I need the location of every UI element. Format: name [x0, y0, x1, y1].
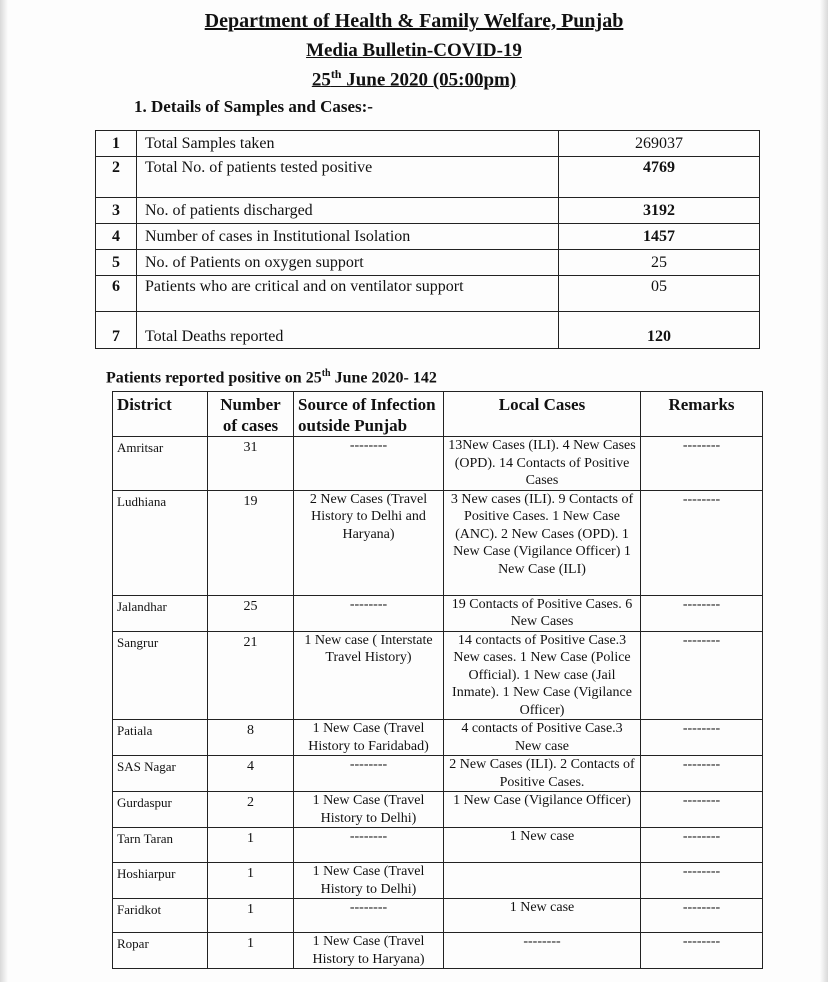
positive-title-sup: th [321, 368, 331, 379]
table-row [113, 437, 763, 491]
case-count: 8 [208, 720, 294, 756]
row-number: 4 [96, 224, 137, 250]
source-outside: 1 New Case (Travel History to Delhi) [294, 863, 444, 899]
local-cases: 4 contacts of Positive Case.3 New case [444, 720, 641, 756]
row-value: 05 [559, 276, 760, 312]
table-row [96, 312, 760, 349]
case-count: 2 [208, 792, 294, 828]
header-local: Local Cases [444, 392, 641, 437]
row-value: 1457 [559, 224, 760, 250]
district-name: Ludhiana [113, 490, 208, 595]
district-cases-table [112, 391, 763, 969]
table-row [113, 756, 763, 792]
table-row [113, 792, 763, 828]
row-number: 7 [96, 312, 137, 349]
bulletin-date [0, 67, 828, 91]
case-count: 21 [208, 631, 294, 720]
page-edge-shadow-left [0, 0, 8, 982]
case-count: 31 [208, 437, 294, 491]
source-outside: -------- [294, 756, 444, 792]
remarks: -------- [641, 490, 763, 595]
table-row [113, 899, 763, 933]
table-row [113, 828, 763, 863]
district-name: Gurdaspur [113, 792, 208, 828]
row-number: 6 [96, 276, 137, 312]
row-value: 120 [559, 312, 760, 349]
source-outside: 1 New Case (Travel History to Faridabad) [294, 720, 444, 756]
row-label: Number of cases in Institutional Isolation [137, 224, 559, 250]
source-outside: 1 New case ( Interstate Travel History) [294, 631, 444, 720]
table-row [96, 131, 760, 157]
remarks: -------- [641, 437, 763, 491]
case-count: 1 [208, 863, 294, 899]
local-cases [444, 863, 641, 899]
local-cases: 1 New case [444, 828, 641, 863]
table-row [113, 595, 763, 631]
row-value: 4769 [559, 157, 760, 198]
section-samples-title: 1. Details of Samples and Cases:- [134, 97, 373, 116]
district-name: Tarn Taran [113, 828, 208, 863]
local-cases: 2 New Cases (ILI). 2 Contacts of Positive Cases. [444, 756, 641, 792]
district-name: Sangrur [113, 631, 208, 720]
table-row [113, 490, 763, 595]
row-number: 5 [96, 250, 137, 276]
table-row [96, 250, 760, 276]
row-value: 269037 [559, 131, 760, 157]
positive-title-post: June 2020- 142 [330, 369, 437, 387]
case-count: 19 [208, 490, 294, 595]
remarks: -------- [641, 631, 763, 720]
source-outside: 1 New Case (Travel History to Delhi) [294, 792, 444, 828]
date-rest: June 2020 (05:00pm) [341, 69, 517, 91]
source-outside: 1 New Case (Travel History to Haryana) [294, 933, 444, 969]
table-row [113, 631, 763, 720]
row-label: Total Deaths reported [137, 312, 559, 349]
case-count: 1 [208, 899, 294, 933]
samples-cases-table [95, 130, 760, 349]
local-cases: -------- [444, 933, 641, 969]
bulletin-title: Media Bulletin-COVID-19 [306, 40, 522, 61]
positive-title-pre: Patients reported positive on 25 [106, 369, 322, 387]
table-row [96, 276, 760, 312]
remarks: -------- [641, 863, 763, 899]
date-suffix: th [330, 67, 342, 81]
table-row [113, 863, 763, 899]
source-outside: 2 New Cases (Travel History to Delhi and Haryana) [294, 490, 444, 595]
case-count: 1 [208, 828, 294, 863]
district-name: Amritsar [113, 437, 208, 491]
page-edge-shadow-right [820, 0, 828, 982]
row-label: Total Samples taken [137, 131, 559, 157]
district-name: Ropar [113, 933, 208, 969]
case-count: 1 [208, 933, 294, 969]
case-count: 4 [208, 756, 294, 792]
table-row [113, 720, 763, 756]
district-name: Patiala [113, 720, 208, 756]
row-label: No. of Patients on oxygen support [137, 250, 559, 276]
district-name: SAS Nagar [113, 756, 208, 792]
local-cases: 3 New cases (ILI). 9 Contacts of Positive Cases. 1 New Case (ANC). 2 New Cases (OPD). 1 New Case (Vigilance Officer) 1 New Case (ILI) [444, 490, 641, 595]
remarks: -------- [641, 756, 763, 792]
row-label: Patients who are critical and on ventilator support [137, 276, 559, 312]
row-label: No. of patients discharged [137, 198, 559, 224]
remarks: -------- [641, 792, 763, 828]
header-remarks: Remarks [641, 392, 763, 437]
table-row [96, 157, 760, 198]
local-cases: 14 contacts of Positive Case.3 New cases. 1 New Case (Police Official). 1 New case (Jail Inmate). 1 New Case (Vigilance Officer) [444, 631, 641, 720]
local-cases: 19 Contacts of Positive Cases. 6 New Cases [444, 595, 641, 631]
table-row [96, 224, 760, 250]
department-title: Department of Health & Family Welfare, Punjab [204, 10, 624, 32]
district-name: Faridkot [113, 899, 208, 933]
header-district: District [113, 392, 208, 437]
remarks: -------- [641, 933, 763, 969]
local-cases: 1 New case [444, 899, 641, 933]
positive-cases-title [106, 368, 437, 387]
local-cases: 13New Cases (ILI). 4 New Cases (OPD). 14 Contacts of Positive Cases [444, 437, 641, 491]
row-label: Total No. of patients tested positive [137, 157, 559, 198]
remarks: -------- [641, 899, 763, 933]
remarks: -------- [641, 720, 763, 756]
row-number: 3 [96, 198, 137, 224]
header-number: Number of cases [208, 392, 294, 437]
source-outside: -------- [294, 437, 444, 491]
source-outside: -------- [294, 828, 444, 863]
date-day: 25 [311, 69, 331, 91]
district-name: Jalandhar [113, 595, 208, 631]
table-row [96, 198, 760, 224]
case-count: 25 [208, 595, 294, 631]
row-value: 25 [559, 250, 760, 276]
table-header-row [113, 392, 763, 437]
local-cases: 1 New Case (Vigilance Officer) [444, 792, 641, 828]
row-value: 3192 [559, 198, 760, 224]
row-number: 1 [96, 131, 137, 157]
source-outside: -------- [294, 595, 444, 631]
remarks: -------- [641, 828, 763, 863]
remarks: -------- [641, 595, 763, 631]
row-number: 2 [96, 157, 137, 198]
table-row [113, 933, 763, 969]
header-source: Source of Infection outside Punjab [294, 392, 444, 437]
source-outside: -------- [294, 899, 444, 933]
district-name: Hoshiarpur [113, 863, 208, 899]
